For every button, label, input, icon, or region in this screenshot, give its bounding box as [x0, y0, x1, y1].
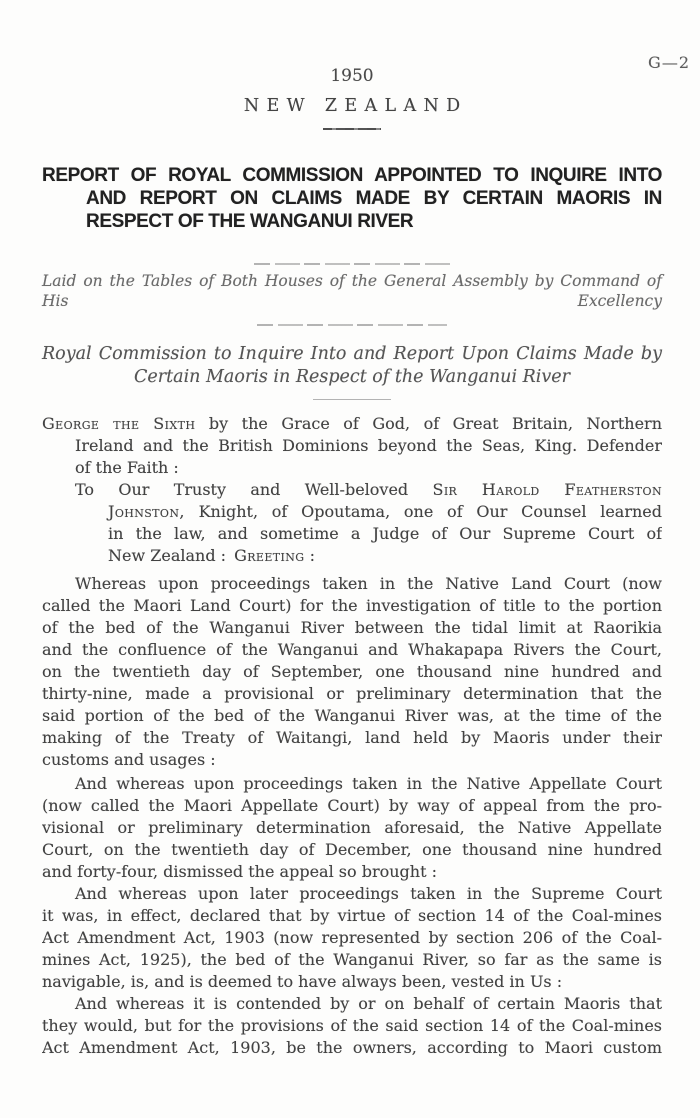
- dashed-rule-bottom: [257, 324, 447, 326]
- paper-number: G—2: [648, 53, 690, 72]
- body-line: mines Act, 1925), the bed of the Wanganui River, so far as the same is: [42, 950, 662, 969]
- paragraph-whereas-appellate-court: [42, 773, 662, 883]
- body-line-text: Knight, of Opoutama, one of Our Counsel learned: [184, 502, 662, 521]
- paragraph-royal-style: [42, 413, 662, 479]
- paragraph-whereas-native-land-court: [42, 573, 662, 771]
- body-line: visional or preliminary determination aforesaid, the Native Appellate: [42, 818, 662, 837]
- body-line: of the Faith :: [75, 458, 179, 477]
- body-line-text: New Zealand :: [108, 546, 235, 565]
- paragraph-whereas-supreme-court: [42, 883, 662, 993]
- laid-on-tables-line: Laid on the Tables of Both Houses of the General Assembly by Command of His Excellency: [42, 272, 662, 310]
- body-line: [42, 413, 662, 435]
- commission-subtitle-line-1: Royal Commission to Inquire Into and Report Upon Claims Made by: [42, 344, 662, 364]
- body-line: And whereas it is contended by or on behalf of certain Maoris that: [75, 994, 662, 1013]
- body-line: and forty-four, dismissed the appeal so brought :: [42, 862, 437, 881]
- body-line: called the Maori Land Court) for the investigation of title to the portion: [42, 596, 662, 615]
- body-line: (now called the Maori Appellate Court) by way of appeal from the pro-: [42, 796, 662, 815]
- small-caps-greeting: Greeting: [234, 546, 305, 565]
- body-line: And whereas upon later proceedings taken in the Supreme Court: [75, 884, 662, 903]
- body-line: [42, 501, 662, 523]
- body-line: making of the Treaty of Waitangi, land held by Maoris under their: [42, 728, 662, 747]
- body-line: [42, 479, 662, 501]
- body-line: And whereas upon proceedings taken in the Native Appellate Court: [75, 774, 662, 793]
- body-line: in the law, and sometime a Judge of Our Supreme Court of: [108, 524, 662, 543]
- body-line: Court, on the twentieth day of December, one thousand nine hundred: [42, 840, 662, 859]
- body-line: Act Amendment Act, 1903 (now represented by section 206 of the Coal-: [42, 928, 662, 947]
- small-caps-sir-harold-featherston: Sir Harold Featherston: [432, 480, 662, 499]
- body-line: customs and usages :: [42, 750, 216, 769]
- body-line: on the twentieth day of September, one thousand nine hundred and: [42, 662, 662, 681]
- body-line: of the bed of the Wanganui River between the tidal limit at Raorikia: [42, 618, 662, 637]
- commission-subtitle-line-2: Certain Maoris in Respect of the Wanganui River: [134, 366, 570, 387]
- body-line-text: :: [304, 546, 315, 565]
- dashed-rule-top: [254, 263, 450, 265]
- small-caps-johnston: Johnston,: [108, 502, 185, 521]
- body-line: said portion of the bed of the Wanganui River was, at the time of the: [42, 706, 662, 725]
- body-line: thirty-nine, made a provisional or preliminary determination that the: [42, 684, 662, 703]
- body-line: Act Amendment Act, 1903, be the owners, according to Maori custom: [42, 1038, 662, 1057]
- body-line: and the confluence of the Wanganui and Whakapapa Rivers the Court,: [42, 640, 662, 659]
- subtitle-rule: [313, 399, 391, 400]
- report-title: [42, 164, 662, 233]
- report-title-line-1: REPORT OF ROYAL COMMISSION APPOINTED TO INQUIRE INTO: [42, 165, 662, 186]
- commission-subtitle: [42, 343, 662, 388]
- year-heading: 1950: [330, 66, 374, 86]
- paragraph-address: [42, 479, 662, 567]
- body-line: Whereas upon proceedings taken in the Native Land Court (now: [75, 574, 662, 593]
- body-line: navigable, is, and is deemed to have always been, vested in Us :: [42, 972, 563, 991]
- body-line: [42, 545, 662, 567]
- paragraph-whereas-contended: [42, 993, 662, 1059]
- body-line: it was, in effect, declared that by virtue of section 14 of the Coal-mines: [42, 906, 662, 925]
- small-caps-george-the-sixth: George the Sixth: [42, 414, 196, 433]
- body-line: they would, but for the provisions of the said section 14 of the Coal-mines: [42, 1016, 662, 1035]
- country-heading: NEW ZEALAND: [243, 96, 468, 116]
- body-line-text: by the Grace of God, of Great Britain, Northern: [195, 414, 662, 433]
- body-line-text: To Our Trusty and Well-beloved: [75, 480, 433, 499]
- body-line: Ireland and the British Dominions beyond the Seas, King. Defender: [75, 436, 662, 455]
- report-title-line-3: RESPECT OF THE WANGANUI RIVER: [86, 211, 414, 232]
- body-text: [42, 413, 662, 1059]
- report-title-line-2: AND REPORT ON CLAIMS MADE BY CERTAIN MAORIS IN: [86, 188, 662, 209]
- short-rule: [323, 128, 381, 130]
